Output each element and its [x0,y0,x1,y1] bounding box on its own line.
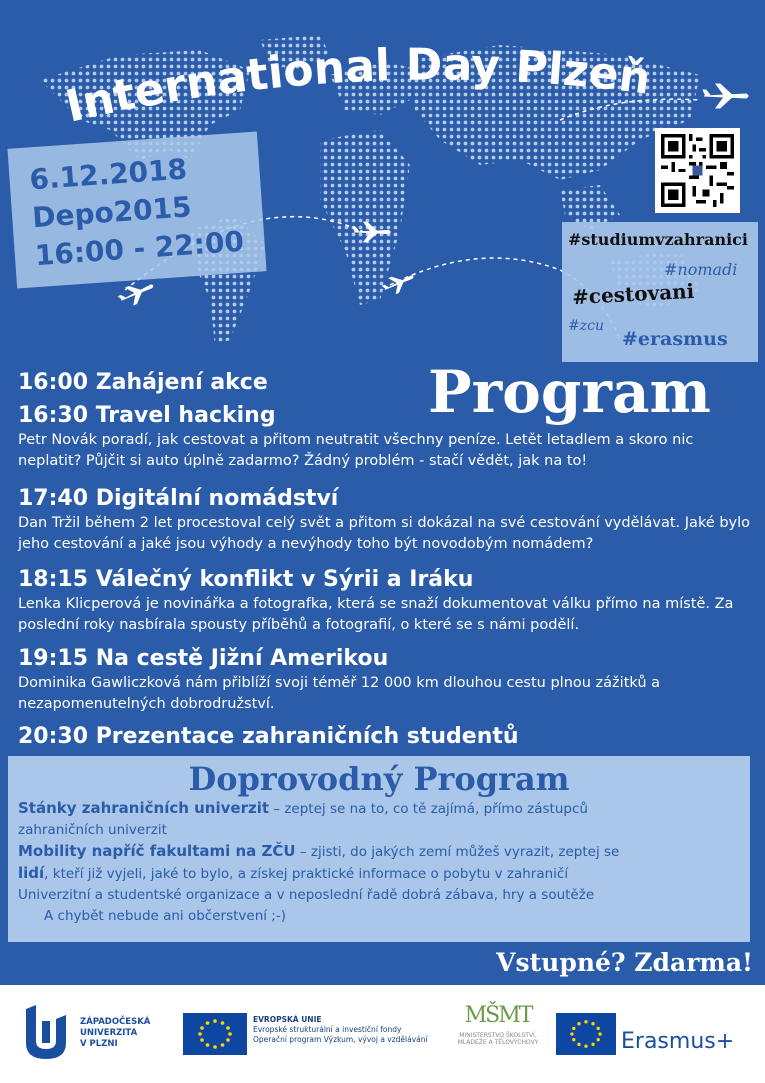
hashtag: #zcu [568,318,604,334]
event-date: 6.12.2018 [28,152,189,197]
hashtag: #cestovani [571,278,695,310]
schedule-heading: 16:30 Travel hacking [18,403,276,428]
event-time: 16:00 - 22:00 [33,224,245,273]
side-program-line [8,798,750,820]
airplane-icon [352,220,392,244]
side-program-line [8,863,750,885]
entry-fee: Vstupné? Zdarma! [496,948,753,977]
side-program-bold: Mobility napříč fakultami na ZČU [18,842,296,860]
zcu-name [80,1017,170,1050]
schedule-heading: 16:00 Zahájení akce [18,370,268,395]
schedule-description: Petr Novák poradí, jak cestovat a přitom neutratit všechny peníze. Letět letadlem a skoro nic neplatit? Půjčit si auto úplně zadarmo? Žádný problém - stačí vědět, jak na to! [18,432,694,469]
qr-code[interactable] [655,128,740,213]
schedule-item [18,567,753,636]
footer-logos [0,985,765,1083]
zcu-logo-icon [22,1005,72,1061]
side-program-title: Doprovodný Program [188,760,570,798]
side-program-line: zahraničních univerzit [18,822,167,838]
eu-line: Operační program Výzkum, vývoj a vzdělávání [253,1035,428,1044]
hashtag: #nomadi [664,260,738,279]
side-program-box [8,756,750,942]
msmt-name: MINISTERSTVO ŠKOLSTVÍ, MLÁDEŽE A TĚLOVÝCHOVY [457,1032,539,1046]
schedule-description: Lenka Klicperová je novinářka a fotografka, která se snaží dokumentovat válku přímo na místě. Za poslední roky nasbírala spousty příběhů a fotografií, o které se s námi podělí. [18,596,734,633]
side-program-line [8,841,750,863]
schedule-description: Dan Tržil během 2 let procestoval celý svět a přitom si dokázal na své cestování vydělávat. Jaké bylo jeho cestování a jaké jsou výhody a nevýhody toho být novodobým nomádem? [18,515,751,552]
airplane-icon [702,82,750,110]
schedule-item [18,724,519,749]
schedule-item [18,486,753,555]
zcu-line: ZÁPADOČESKÁ [80,1017,151,1027]
eu-flag-icon [183,1013,247,1055]
program-title: Program [428,358,711,426]
side-program-text: – zjisti, do jakých zemí můžeš vyrazit, zeptej se [295,844,620,860]
side-program-bold: Stánky zahraničních univerzit [18,799,270,817]
hashtag: #studiumvzahranici [568,230,748,249]
schedule-item [18,403,753,472]
hashtag-box [562,222,758,362]
side-program-line: A chybět nebude ani občerstvení ;-) [44,908,286,924]
erasmus-logo[interactable]: Erasmus+ [621,1029,735,1054]
schedule-item [18,646,753,715]
schedule-item [18,370,268,395]
hashtag: #erasmus [622,328,728,350]
eu-line: Evropské strukturální a investiční fondy [253,1025,402,1034]
schedule-heading: 18:15 Válečný konflikt v Sýrii a Iráku [18,567,474,592]
eu-title: EVROPSKÁ UNIE [253,1015,322,1024]
schedule-description: Dominika Gawliczková nám přiblíží svoji téměř 12 000 km dlouhou cestu plnou zážitků a nezapomenutelných dobrodružství. [18,675,661,712]
msmt-logo[interactable] [448,1003,548,1073]
event-info-box [7,131,266,288]
msmt-mark: MŠMT [464,1003,532,1028]
side-program-bold: lidí [18,864,45,882]
main-title-arc [60,40,700,130]
eu-funding-text [253,1015,433,1045]
eu-flag-icon [556,1013,616,1055]
event-venue: Depo2015 [31,190,193,235]
side-program-text: , kteří již vyjeli, jaké to bylo, a získej praktické informace o pobytu v zahraničí [44,866,569,882]
zcu-line: UNIVERZITA [80,1028,138,1038]
zcu-logo[interactable] [22,1005,172,1065]
side-program-line: Univerzitní a studentské organizace a v neposlední řadě dobrá zábava, hry a soutěže [18,887,595,903]
zcu-line: V PLZNI [80,1039,118,1049]
schedule-heading: 19:15 Na cestě Jižní Amerikou [18,646,389,671]
svg-text:International Day Plzeň [61,40,653,130]
main-title: International Day Plzeň [61,40,654,130]
schedule-heading: 17:40 Digitální nomádství [18,486,339,511]
side-program-text: – zeptej se na to, co tě zajímá, přímo zástupců [269,801,588,817]
schedule-heading: 20:30 Prezentace zahraničních studentů [18,724,519,749]
